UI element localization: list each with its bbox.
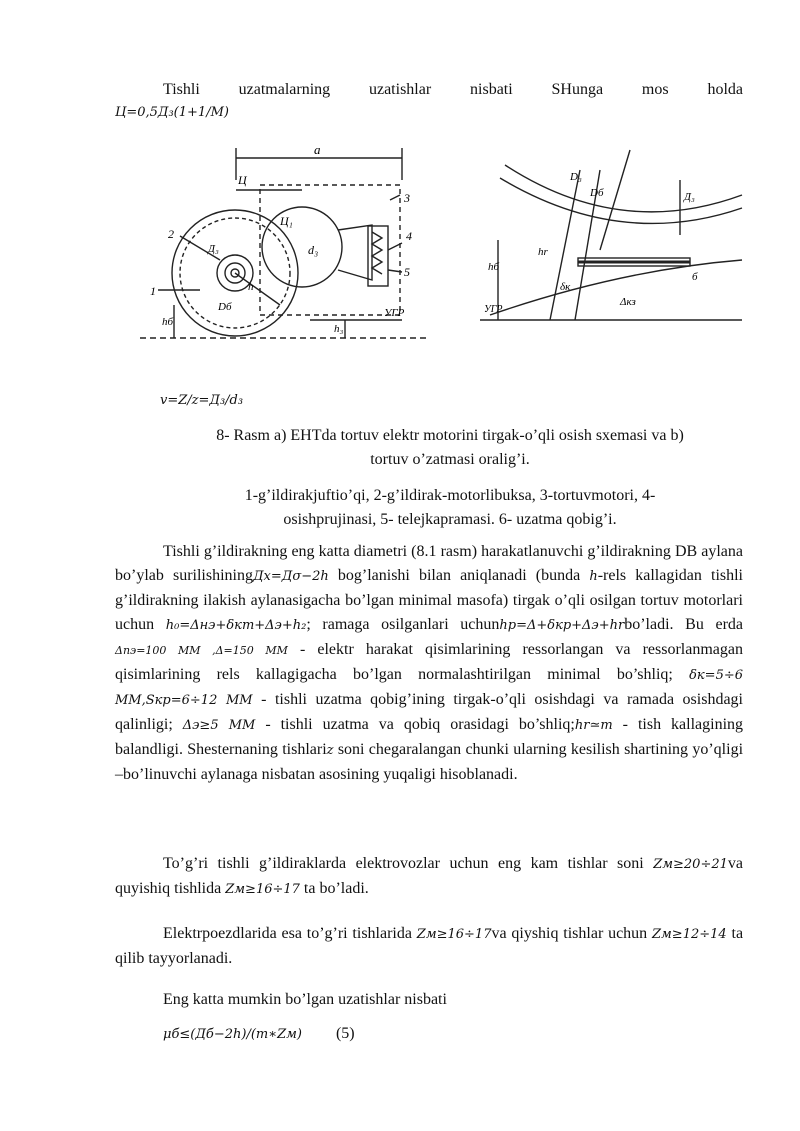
svg-text:4: 4 — [406, 229, 412, 243]
svg-text:Д₃: Д₃ — [684, 191, 695, 203]
equation-number: (5) — [335, 1025, 355, 1042]
figure-a-diagram — [140, 140, 440, 355]
formula-mu-row: μб≤(Дб−2h)/(m∗Zм) (5) — [163, 1025, 355, 1042]
svg-text:D₃: D₃ — [570, 171, 582, 183]
svg-text:hб: hб — [488, 261, 500, 273]
svg-text:Ц₁: Ц₁ — [280, 214, 293, 228]
svg-text:hб: hб — [162, 316, 174, 328]
svg-text:Δкз: Δкз — [620, 296, 636, 308]
intro-paragraph — [115, 78, 743, 102]
paragraph-3: Elektrpoezdlarida esa to’g’ri tishlarida Zм≥16÷17va qiyshiq tishlar uchun Zм≥12÷14 ta qilib tayyorlanadi. — [115, 925, 744, 967]
svg-text:УГР: УГР — [484, 304, 503, 315]
svg-text:d₃: d₃ — [308, 243, 319, 257]
svg-text:УГР: УГР — [384, 307, 405, 319]
svg-text:Dб: Dб — [590, 187, 604, 199]
paragraph-4: Eng katta mumkin bo’lgan uzatishlar nisbati — [163, 991, 447, 1008]
figure-legend: 1-g’ildirakjuftio’qi, 2-g’ildirak-motorlibuksa, 3-tortuvmotori, 4- osishprujinasi, 5- telejkapramasi. 6- uzatma qobig’i. — [244, 487, 656, 528]
formula-v: v=Z/z=Д₃/d₃ — [160, 393, 244, 408]
svg-text:1: 1 — [150, 284, 156, 298]
svg-text:2: 2 — [168, 227, 174, 241]
svg-text:5: 5 — [404, 265, 410, 279]
svg-text:3: 3 — [404, 191, 410, 205]
figure-caption: 8- Rasm a) EHTda tortuv elektr motorini tirgak-o’qli osish sxemasi va b) tortuv o’zatmasi oralig’i. — [216, 427, 684, 468]
svg-text:h₃: h₃ — [334, 323, 344, 335]
svg-text:δк: δк — [560, 281, 571, 293]
svg-text:h: h — [248, 281, 254, 293]
svg-text:a: a — [314, 142, 321, 157]
svg-text:hr: hr — [538, 246, 548, 258]
formula-c: Ц=0,5Д₃(1+1/M) — [115, 105, 229, 120]
paragraph-1: Tishli g’ildirakning eng katta diametri (8.1 rasm) harakatlanuvchi g’ildirakning DB aylana bo’ylab surilishiningДx=Дσ−2h bog’lanishi bilan aniqlanadi (bunda h-rels kallagidan tishli g’ildirakning ilakish aylanasigacha bo’lgan minimal masofa) tirgak o’qli osilgan tortuv motorlari uchun h₀=Δнэ+δкт+Δэ+h₂; ramaga osilganlari uchunhр=Δ+δкр+Δэ+hrbo’ladi. Bu erda Δпэ=100 MM ,Δ=150 MM - elektr harakat qisimlarining ressorlangan va ressorlanmagan qisimlarining rels kallagigacha bo’lgan normalashtirilgan minimal bo’shliq; δк=5÷6 MM,Sкр=6÷12 MM - tishli uzatma qobig’ining tirgak-o’qli osishdagi va ramada osishdagi qalinligi; Δэ≥5 MM - tishli uzatma va qobiq orasidagi bo’shliq;hr≃m - tish kallagining balandligi. Shesternaning tishlariz soni chegaralangan chunki ularning kesilish shartining yo’qligi –bo’linuvchi aylanaga nisbatan asosining yuqaligi hisoblanadi. — [115, 543, 744, 783]
svg-text:Д₃: Д₃ — [208, 243, 219, 255]
svg-text:Dб: Dб — [218, 301, 232, 313]
intro-text: Tishli uzatmalarning uzatishlar nisbati SHunga mos holda — [163, 81, 743, 98]
svg-text:Ц: Ц — [238, 173, 247, 187]
figure-b-diagram — [480, 140, 745, 340]
svg-text:б: б — [692, 271, 698, 283]
paragraph-2: To’g’ri tishli g’ildiraklarda elektrovozlar uchun eng kam tishlar soni Zм≥20÷21va quyishiq tishlida Zм≥16÷17 ta bo’ladi. — [115, 855, 743, 897]
